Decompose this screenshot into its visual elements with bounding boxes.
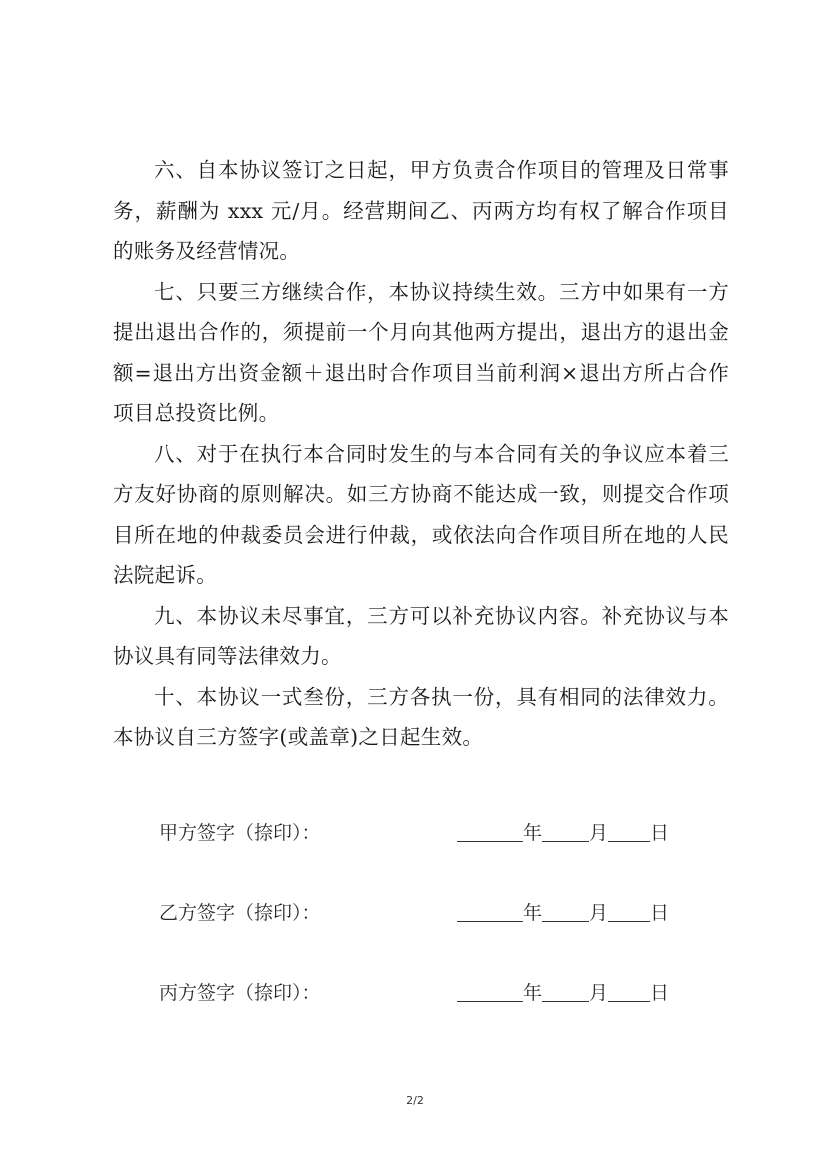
clause-7: 七、只要三方继续合作，本协议持续生效。三方中如果有一方提出退出合作的，须提前一个月向其他两方提出，退出方的退出金额=退出方出资金额＋退出时合作项目当前利润×退出方所占合作项目总投资比例。	[113, 279, 729, 425]
day-label: 日	[650, 822, 670, 844]
year-blank	[457, 895, 523, 922]
signature-label: 甲方签字（捺印）：	[159, 822, 321, 844]
month-label: 月	[589, 822, 609, 844]
signature-date	[457, 895, 669, 931]
day-blank	[608, 975, 650, 1002]
clause-6: 六、自本协议签订之日起，甲方负责合作项目的管理及日常事务，薪酬为 xxx 元/月。经营期间乙、丙两方均有权了解合作项目的账务及经营情况。	[113, 158, 729, 263]
year-label: 年	[523, 902, 543, 924]
signature-label: 乙方签字（捺印）：	[159, 902, 321, 924]
day-blank	[608, 895, 650, 922]
signature-row-party-c	[159, 975, 699, 1055]
month-label: 月	[589, 982, 609, 1004]
month-blank	[542, 815, 589, 842]
page-number: 2/2	[406, 1094, 424, 1107]
clause-10: 十、本协议一式叁份，三方各执一份，具有相同的法律效力。本协议自三方签字(或盖章)之日起生效。	[113, 684, 729, 749]
year-label: 年	[523, 822, 543, 844]
signature-row-party-a	[159, 815, 699, 895]
day-label: 日	[650, 902, 670, 924]
day-label: 日	[650, 982, 670, 1004]
month-blank	[542, 975, 589, 1002]
signature-block	[159, 815, 699, 1055]
clause-8: 八、对于在执行本合同时发生的与本合同有关的争议应本着三方友好协商的原则解决。如三方协商不能达成一致，则提交合作项目所在地的仲裁委员会进行仲裁，或依法向合作项目所在地的人民法院起诉。	[113, 441, 729, 587]
year-blank	[457, 975, 523, 1002]
signature-label: 丙方签字（捺印）：	[159, 982, 321, 1004]
signature-date	[457, 975, 669, 1011]
signature-row-party-b	[159, 895, 699, 975]
agreement-body	[113, 150, 729, 758]
signature-date	[457, 815, 669, 851]
year-blank	[457, 815, 523, 842]
month-blank	[542, 895, 589, 922]
clause-9: 九、本协议未尽事宜，三方可以补充协议内容。补充协议与本协议具有同等法律效力。	[113, 603, 729, 668]
month-label: 月	[589, 902, 609, 924]
day-blank	[608, 815, 650, 842]
year-label: 年	[523, 982, 543, 1004]
